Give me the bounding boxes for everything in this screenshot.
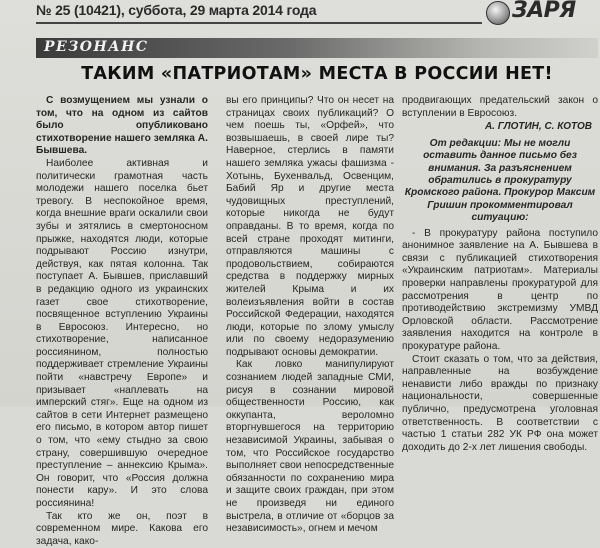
column-1 — [36, 95, 208, 547]
body-paragraph: Как ловко манипулируют сознанием людей западные СМИ, рисуя в сознании мировой общественности Россию, как оккупанта, вероломно вторгнувшегося на территорию независимой Украины, забывая о том, что Российское государство выполняет свои непосредственные обязанности по сохранению мира и защите своих граждан, при этом не произведя ни единого выстрела, в отличие от «борцов за независимость», огнем и мечом — [226, 359, 394, 535]
author-signature: А. ГЛОТИН, С. КОТОВ — [484, 121, 592, 133]
body-paragraph: продвигающих предательский закон о вступлении в Евросоюз. — [402, 95, 598, 119]
section-label: РЕЗОНАНС — [44, 39, 149, 55]
section-bar — [36, 38, 598, 58]
body-paragraph: - В прокуратуру района поступило анонимное заявление на А. Бывшева в связи с публикацией стихотворения «Украинским патриотам». Материалы проверки направлены прокуратурой для рассмотрения в центр по противодействию экстремизму УМВД Орловской области. Рассмотрение заявления находится на контроле в прокуратуре района. — [402, 227, 598, 352]
masthead — [0, 0, 600, 24]
column-2 — [226, 95, 394, 535]
body-paragraph: Стоит сказать о том, что за действия, направленные на возбуждение ненависти либо вражды по признаку национальности, совершенные публично, предусмотрена уголовная ответственность. В соответствии с частью 1 статьи 282 УК РФ она может доходить до 2-х лет лишения свободы. — [402, 353, 598, 453]
body-paragraph: Так кто же он, поэт в современном мире. Какова его задача, како- — [36, 510, 208, 547]
prosecutor-comment — [402, 228, 598, 455]
body-paragraph: вы его принципы? Что он несет на страницах своих публикаций? О чем поешь ты, «Орфей», что возвышаешь, в своей лире ты? Наверное, стерлись в памяти нашего земляка ужасы фашизма - Хотынь, Бухенвальд, Освенцим, Бабий Яр и другие места чудовищных преступлений, которые никогда не будут оправданы. В то время, когда по всей стране проходят митинги, отправляются машины с продовольствием, собираются средства в поддержку мирных жителей Крыма и их волеизъявления войти в состав Российской Федерации, находятся люди, которые по злому умыслу или по своему недоразумению подрывают основы демократии. — [226, 95, 394, 358]
article-headline: ТАКИМ «ПАТРИОТАМ» МЕСТА В РОССИИ НЕТ! — [81, 64, 553, 84]
editor-note: От редакции: Мы не могли оставить данное письмо без внимания. За разъяснением обратились в прокуратуру Кромского района. Прокурор Максим Гришин прокомментировал ситуацию: — [404, 137, 596, 224]
column-3 — [402, 95, 598, 453]
logo-text: ЗАРЯ — [512, 0, 576, 23]
header-rule — [36, 22, 482, 24]
issue-line: № 25 (10421), суббота, 29 марта 2014 года — [36, 2, 317, 18]
lead-paragraph: С возмущением мы узнали о том, что на одном из сайтов было опубликовано стихотворение нашего земляка А. Бывшева. — [36, 95, 208, 157]
body-paragraph: Наиболее активная и политически грамотная часть молодежи нашего поселка бьет тревогу. В неспокойное время, когда внешние враги оскалили свои зубы и зятялись в смертоносном прыжке, находятся люди, которые подрывают Россию изнутри, действуя, как пятая колонна. Так поступает А. Бывшев, приславший в редакцию одного из украинских газет свое стихотворение, посвященное вступлению Украины в Евросоюз. Интересно, но стихотворение, написанное россиянином, полностью поддерживает стремление Украины пойти «навстречу Европе» и призывает «наплевать на имперский стяг». Еще на одном из сайтов в сети Интернет размещено его письмо, в котором автор пишет о том, что «ему стыдно за свою страну, совершившую очередное преступление – аннексию Крыма». Он говорит, что «Россия должна понести кару». И это слова россиянина! — [36, 157, 208, 509]
newspaper-logo — [484, 0, 600, 26]
globe-icon — [486, 1, 510, 25]
